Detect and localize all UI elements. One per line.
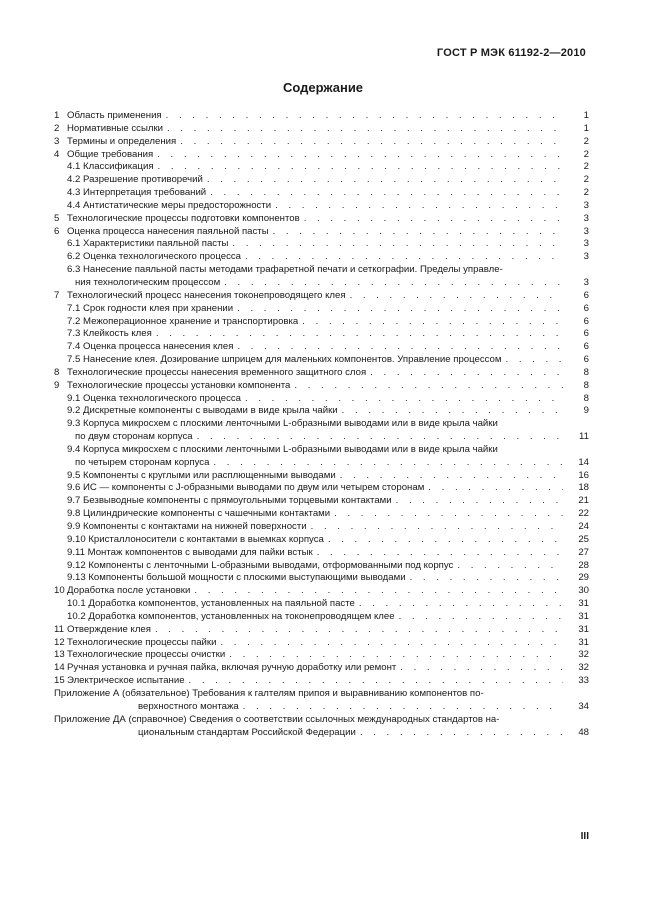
toc-entry-text: 9.6 ИС — компоненты с J-образными выводами по двум или четырем сторонам [67, 482, 425, 494]
toc-entry-text: 6.2 Оценка технологического процесса [67, 251, 242, 263]
toc-entry-text: 7.2 Межоперационное хранение и транспортировка [67, 315, 299, 327]
dot-leader [294, 380, 563, 393]
dot-leader [220, 637, 563, 650]
toc-entry-number: 10 [54, 585, 65, 597]
dot-leader [428, 482, 563, 495]
dot-leader [396, 495, 563, 508]
toc-entry-number: 8 [54, 366, 60, 378]
toc-entry-text: Область применения [67, 110, 162, 121]
toc-entry-number: 15 [54, 675, 65, 687]
toc-entry-number: 14 [54, 662, 65, 674]
toc-entry-page: 3 [583, 199, 589, 211]
dot-leader [213, 457, 563, 470]
toc-entry[interactable] [54, 238, 589, 251]
dot-leader [245, 251, 563, 264]
dot-leader [342, 405, 563, 418]
toc-entry[interactable] [54, 560, 589, 573]
toc-entry-number: 12 [54, 636, 65, 648]
toc-entry-page: 2 [583, 135, 589, 147]
toc-entry-text: Оценка процесса нанесения паяльной пасты [67, 225, 269, 237]
toc-entry-page: 24 [578, 521, 589, 532]
toc-entry-text: 9.1 Оценка технологического процесса [67, 392, 242, 404]
toc-entry-text: 4.4 Антистатические меры предосторожности [67, 199, 272, 211]
toc-entry[interactable] [54, 598, 589, 611]
toc-entry-text: Технологические процессы очистки [67, 649, 226, 661]
toc-entry-page: 3 [583, 276, 589, 288]
toc-entry-page: 6 [583, 354, 589, 366]
toc-entry[interactable] [54, 444, 589, 470]
dot-leader [340, 470, 563, 483]
toc-entry-page: 31 [578, 623, 589, 635]
dot-leader [328, 534, 563, 547]
toc-entry[interactable] [54, 405, 589, 418]
dot-leader [311, 521, 563, 534]
toc-entry[interactable] [54, 714, 589, 740]
dot-leader [180, 136, 563, 149]
toc-entry-page: 30 [578, 585, 589, 597]
dot-leader [224, 277, 563, 290]
toc-entry[interactable] [54, 110, 589, 123]
toc-entry[interactable] [54, 662, 589, 675]
dot-leader [302, 316, 563, 329]
toc-entry-number: 3 [54, 135, 60, 147]
toc-entry-text: 9.2 Дискретные компоненты с выводами в виде крыла чайки [67, 405, 338, 417]
toc-entry-text: 9.13 Компоненты большой мощности с плоскими выступающими выводами [67, 572, 406, 584]
dot-leader [304, 213, 563, 226]
toc-entry-text: Технологические процессы пайки [67, 636, 217, 648]
toc-entry-page: 8 [583, 379, 589, 391]
toc-entry-page: 9 [583, 405, 589, 417]
toc-entry[interactable] [54, 547, 589, 560]
dot-leader [232, 238, 563, 251]
page-number: III [580, 831, 589, 842]
toc-entry-text: 4.3 Интерпретация требований [67, 187, 207, 199]
toc-entry[interactable] [54, 624, 589, 637]
dot-leader [505, 354, 563, 367]
toc-entry[interactable] [54, 508, 589, 521]
toc-entry-page: 32 [578, 662, 589, 674]
toc-entry-text: 9.10 Кристаллоносители с контактами в выемках корпуса [67, 533, 324, 545]
toc-entry[interactable] [54, 675, 589, 688]
dot-leader [210, 187, 563, 200]
dot-leader [410, 572, 563, 585]
toc-entry[interactable] [54, 572, 589, 585]
toc-entry[interactable] [54, 380, 589, 393]
toc-entry-text: 9.5 Компоненты с круглыми или расплющенными выводами [67, 469, 336, 481]
dot-leader [157, 149, 563, 162]
toc-entry-page: 3 [583, 238, 589, 250]
toc-entry-text-continued: верхностного монтажа [138, 700, 239, 712]
dot-leader [155, 624, 563, 637]
toc-entry-text: 9.12 Компоненты с ленточными L-образными выводами, отформованными под корпус [67, 559, 454, 571]
toc-entry-text: 9.3 Корпуса микросхем с плоскими ленточными L-образными выводами или в виде крыла чайки [67, 418, 498, 430]
toc-entry-page: 8 [583, 366, 589, 378]
dot-leader [317, 547, 563, 560]
toc-entry-page: 2 [583, 174, 589, 186]
dot-leader [166, 110, 563, 123]
toc-entry-page: 27 [578, 546, 589, 558]
toc-entry[interactable] [54, 585, 589, 598]
toc-entry-page: 31 [578, 598, 589, 610]
table-of-contents [54, 110, 589, 739]
toc-entry-number: 6 [54, 225, 60, 237]
toc-entry[interactable] [54, 521, 589, 534]
toc-entry-page: 28 [578, 559, 589, 571]
toc-entry-number: 9 [54, 379, 60, 391]
toc-entry-text: 9.11 Монтаж компонентов с выводами для пайки встык [67, 546, 313, 558]
toc-entry-text: 10.1 Доработка компонентов, установленных на паяльной пасте [67, 598, 355, 610]
toc-entry-page: 48 [578, 726, 589, 738]
toc-entry-page: 33 [578, 675, 589, 687]
toc-entry-number: 2 [54, 122, 60, 134]
toc-entry[interactable] [54, 303, 589, 316]
toc-entry-page: 6 [583, 328, 589, 340]
toc-entry-text-continued: циональным стандартам Российской Федерации [138, 726, 356, 738]
toc-entry[interactable] [54, 341, 589, 354]
toc-entry[interactable] [54, 123, 589, 136]
toc-entry-text-continued: ния технологическим процессом [75, 276, 221, 288]
toc-entry-number: 13 [54, 649, 65, 661]
dot-leader [334, 508, 563, 521]
toc-entry-number: 11 [54, 623, 64, 635]
toc-entry[interactable] [54, 482, 589, 495]
toc-entry[interactable] [54, 161, 589, 174]
dot-leader [350, 290, 563, 303]
toc-entry[interactable] [54, 316, 589, 329]
toc-entry-text: 7.5 Нанесение клея. Дозирование шприцем для маленьких компонентов. Управление процессом [67, 354, 502, 366]
toc-entry-page: 11 [579, 431, 589, 443]
toc-entry-text: Отверждение клея [67, 623, 151, 635]
toc-entry-page: 34 [578, 700, 589, 712]
toc-entry[interactable] [54, 213, 589, 226]
dot-leader [399, 611, 563, 624]
toc-entry-page: 14 [578, 456, 589, 468]
toc-entry-page: 25 [578, 533, 589, 545]
toc-entry-page: 1 [583, 110, 589, 121]
toc-entry-number: 1 [54, 110, 60, 121]
toc-entry-text: Доработка после установки [67, 585, 191, 597]
toc-entry-number: 7 [54, 289, 60, 301]
toc-entry[interactable] [54, 534, 589, 547]
toc-entry-text: Приложение ДА (справочное) Сведения о соответствии ссылочных международных стандартов на- [54, 713, 500, 725]
toc-entry-page: 22 [578, 508, 589, 520]
toc-entry-text-continued: по четырем сторонам корпуса [75, 456, 210, 468]
dot-leader [370, 367, 563, 380]
dot-leader [237, 303, 563, 316]
document-header: ГОСТ Р МЭК 61192-2—2010 [436, 47, 586, 59]
toc-entry-text-continued: по двум сторонам корпуса [75, 431, 193, 443]
toc-entry-text: 10.2 Доработка компонентов, установленных на токонепроводящем клее [67, 610, 395, 622]
toc-entry-text: Технологический процесс нанесения токонепроводящего клея [67, 289, 346, 301]
toc-entry[interactable] [54, 688, 589, 714]
toc-entry[interactable] [54, 367, 589, 380]
toc-entry[interactable] [54, 149, 589, 162]
dot-leader [359, 598, 563, 611]
toc-entry-page: 3 [583, 225, 589, 237]
toc-entry-text: 7.4 Оценка процесса нанесения клея [67, 341, 234, 353]
toc-entry[interactable] [54, 251, 589, 264]
toc-entry-text: Технологические процессы установки компонента [67, 379, 291, 391]
toc-entry-text: 6.3 Нанесение паяльной пасты методами трафаретной печати и сеткографии. Пределы управле- [67, 264, 503, 276]
toc-entry-page: 16 [578, 469, 589, 481]
toc-entry[interactable] [54, 264, 589, 290]
toc-entry[interactable] [54, 611, 589, 624]
dot-leader [207, 174, 563, 187]
toc-entry-page: 3 [583, 212, 589, 224]
toc-entry-page: 6 [583, 315, 589, 327]
dot-leader [189, 675, 563, 688]
toc-entry-text: 9.9 Компоненты с контактами на нижней поверхности [67, 521, 307, 532]
toc-entry-page: 32 [578, 649, 589, 661]
toc-entry-page: 18 [578, 482, 589, 494]
dot-leader [243, 701, 563, 714]
toc-entry-text: Нормативные ссылки [67, 122, 164, 134]
toc-entry-page: 29 [578, 572, 589, 584]
dot-leader [360, 727, 563, 740]
dot-leader [273, 226, 563, 239]
toc-entry-text: 9.8 Цилиндрические компоненты с чашечными контактами [67, 508, 331, 520]
toc-entry-text: 7.1 Срок годности клея при хранении [67, 302, 234, 314]
toc-entry-page: 6 [583, 302, 589, 314]
toc-entry-text: Технологические процессы подготовки компонентов [67, 212, 300, 224]
page-title: Содержание [282, 80, 364, 95]
toc-entry-page: 21 [578, 495, 589, 507]
dot-leader [237, 341, 563, 354]
dot-leader [229, 649, 563, 662]
toc-entry-text: Термины и определения [67, 135, 177, 147]
toc-entry-page: 2 [583, 161, 589, 173]
toc-entry-text: 4.2 Разрешение противоречий [67, 174, 203, 186]
toc-entry[interactable] [54, 637, 589, 650]
toc-entry[interactable] [54, 290, 589, 303]
toc-entry-text: 7.3 Клейкость клея [67, 328, 152, 340]
toc-entry-text: 4.1 Классификация [67, 161, 154, 173]
toc-entry-text: 9.7 Безвыводные компоненты с прямоугольными торцевыми контактами [67, 495, 392, 507]
toc-entry-page: 6 [583, 341, 589, 353]
toc-entry[interactable] [54, 495, 589, 508]
toc-entry-page: 3 [583, 251, 589, 263]
toc-entry[interactable] [54, 226, 589, 239]
toc-entry-number: 5 [54, 212, 60, 224]
dot-leader [275, 200, 563, 213]
toc-entry-page: 2 [583, 148, 589, 160]
toc-entry[interactable] [54, 200, 589, 213]
toc-entry-number: 4 [54, 148, 60, 160]
dot-leader [457, 560, 563, 573]
toc-entry-page: 2 [583, 187, 589, 199]
toc-entry-text: 6.1 Характеристики паяльной пасты [67, 238, 229, 250]
toc-entry-page: 1 [583, 122, 589, 134]
toc-entry[interactable] [54, 418, 589, 444]
toc-entry-page: 31 [578, 636, 589, 648]
toc-entry[interactable] [54, 649, 589, 662]
toc-entry[interactable] [54, 393, 589, 406]
toc-entry-text: Общие требования [67, 148, 154, 160]
dot-leader [194, 585, 563, 598]
toc-entry[interactable] [54, 187, 589, 200]
toc-entry[interactable] [54, 470, 589, 483]
toc-entry-text: Приложение А (обязательное) Требования к галтелям припоя и выравниванию компонентов по- [54, 687, 484, 699]
dot-leader [156, 328, 563, 341]
dot-leader [167, 123, 563, 136]
dot-leader [197, 431, 563, 444]
toc-entry-page: 6 [583, 289, 589, 301]
toc-entry[interactable] [54, 354, 589, 367]
toc-entry[interactable] [54, 136, 589, 149]
toc-entry-text: Ручная установка и ручная пайка, включая ручную доработку или ремонт [67, 662, 397, 674]
dot-leader [245, 393, 563, 406]
toc-entry-text: Электрическое испытание [67, 675, 185, 687]
dot-leader [158, 161, 563, 174]
toc-entry-page: 31 [578, 610, 589, 622]
toc-entry-text: Технологические процессы нанесения временного защитного слоя [67, 366, 367, 378]
toc-entry[interactable] [54, 328, 589, 341]
toc-entry[interactable] [54, 174, 589, 187]
toc-entry-text: 9.4 Корпуса микросхем с плоскими ленточными L-образными выводами или в виде крыла чайки [67, 443, 498, 455]
toc-entry-page: 8 [583, 392, 589, 404]
dot-leader [400, 662, 563, 675]
